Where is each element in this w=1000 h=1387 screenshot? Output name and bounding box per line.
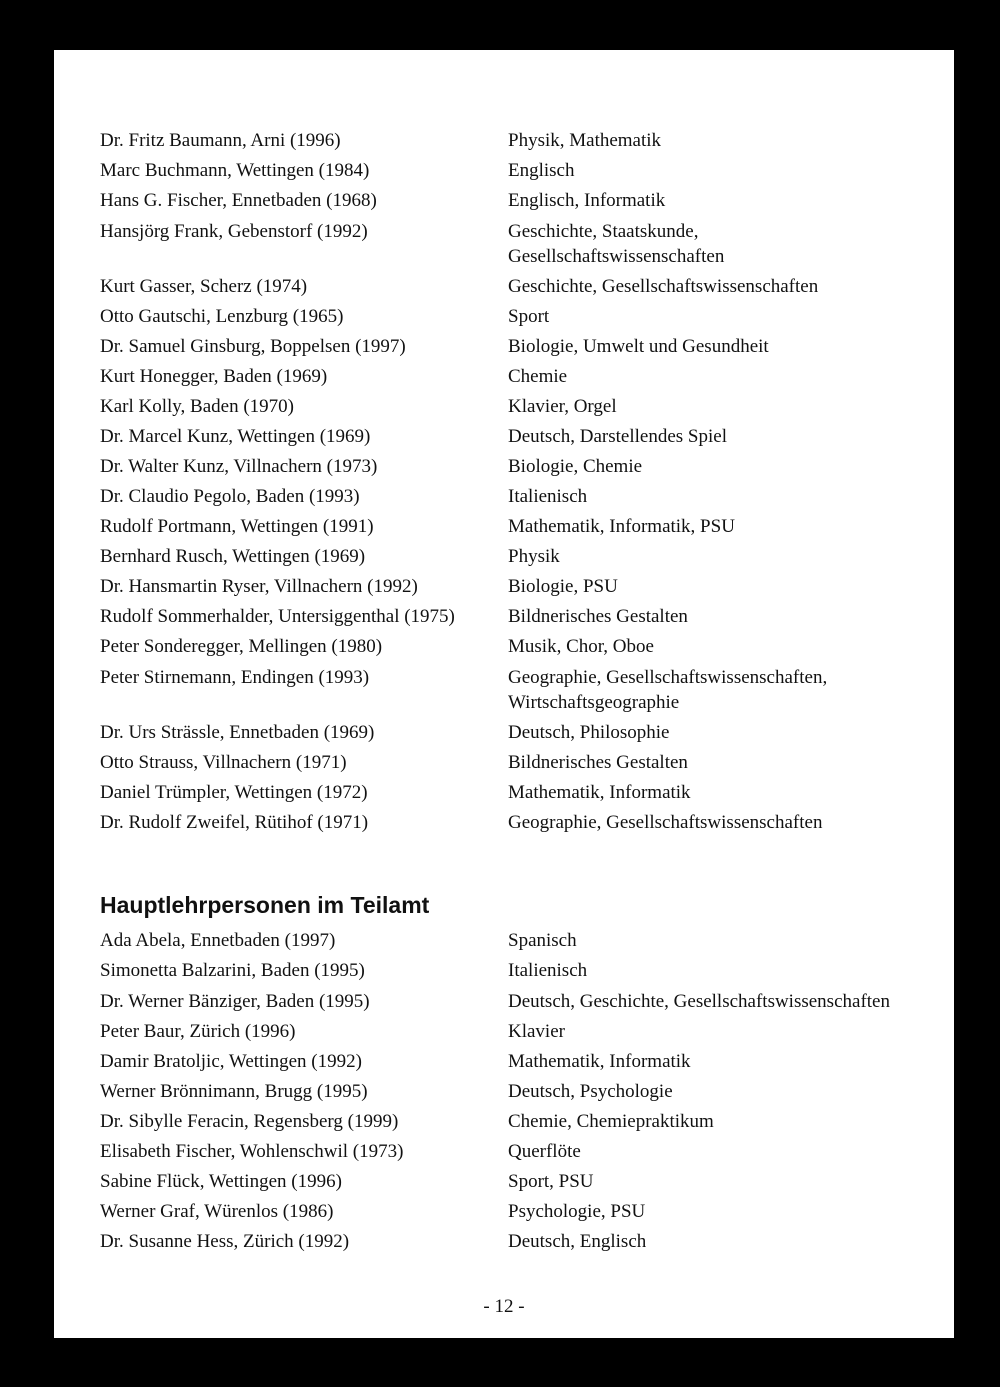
subjects: Chemie, Chemiepraktikum bbox=[508, 1111, 714, 1132]
person-name: Dr. Susanne Hess, Zürich (1992) bbox=[100, 1231, 350, 1252]
person-name: Bernhard Rusch, Wettingen (1969) bbox=[100, 546, 366, 567]
subjects: Geschichte, Staatskunde, Gesellschaftswissenschaften bbox=[508, 221, 725, 267]
person-name: Dr. Urs Strässle, Ennetbaden (1969) bbox=[100, 722, 375, 743]
document-page bbox=[54, 50, 954, 1338]
subjects: Deutsch, Darstellendes Spiel bbox=[508, 426, 727, 447]
person-name: Rudolf Sommerhalder, Untersiggenthal (1975) bbox=[100, 606, 455, 627]
list-item bbox=[100, 392, 910, 422]
list-item bbox=[100, 1047, 910, 1077]
person-name: Peter Stirnemann, Endingen (1993) bbox=[100, 667, 370, 688]
subjects: Mathematik, Informatik bbox=[508, 782, 691, 803]
person-name: Hans G. Fischer, Ennetbaden (1968) bbox=[100, 190, 377, 211]
subjects: Sport, PSU bbox=[508, 1171, 594, 1192]
list-item bbox=[100, 216, 910, 272]
list-item bbox=[100, 362, 910, 392]
person-name: Marc Buchmann, Wettingen (1984) bbox=[100, 160, 370, 181]
person-name: Dr. Marcel Kunz, Wettingen (1969) bbox=[100, 426, 371, 447]
subjects: Chemie bbox=[508, 366, 568, 387]
list-item bbox=[100, 302, 910, 332]
list-item bbox=[100, 778, 910, 808]
subjects: Bildnerisches Gestalten bbox=[508, 752, 688, 773]
subjects: Geographie, Gesellschaftswissenschaften bbox=[508, 812, 823, 833]
person-name: Dr. Hansmartin Ryser, Villnachern (1992) bbox=[100, 576, 418, 597]
list-item bbox=[100, 272, 910, 302]
list-item bbox=[100, 332, 910, 362]
subjects: Bildnerisches Gestalten bbox=[508, 606, 688, 627]
subjects: Physik, Mathematik bbox=[508, 130, 662, 151]
list-item bbox=[100, 1197, 910, 1227]
subjects: Biologie, Umwelt und Gesundheit bbox=[508, 336, 769, 357]
list-item bbox=[100, 156, 910, 186]
list-item bbox=[100, 986, 910, 1017]
person-name: Sabine Flück, Wettingen (1996) bbox=[100, 1171, 342, 1192]
subjects: Mathematik, Informatik bbox=[508, 1051, 691, 1072]
person-name: Otto Gautschi, Lenzburg (1965) bbox=[100, 306, 344, 327]
person-name: Ada Abela, Ennetbaden (1997) bbox=[100, 930, 336, 951]
person-name: Peter Sonderegger, Mellingen (1980) bbox=[100, 636, 383, 657]
person-name: Werner Graf, Würenlos (1986) bbox=[100, 1201, 334, 1222]
list-item bbox=[100, 602, 910, 632]
list-item bbox=[100, 662, 910, 718]
person-name: Werner Brönnimann, Brugg (1995) bbox=[100, 1081, 368, 1102]
person-name: Simonetta Balzarini, Baden (1995) bbox=[100, 960, 365, 981]
list-item bbox=[100, 926, 910, 956]
section-heading: Hauptlehrpersonen im Teilamt bbox=[100, 892, 430, 918]
subjects: Italienisch bbox=[508, 486, 588, 507]
person-name: Elisabeth Fischer, Wohlenschwil (1973) bbox=[100, 1141, 404, 1162]
subjects: Physik bbox=[508, 546, 560, 567]
subjects: Spanisch bbox=[508, 930, 577, 951]
list-item bbox=[100, 632, 910, 662]
list-item bbox=[100, 718, 910, 748]
subjects: Italienisch bbox=[508, 960, 588, 981]
subjects: Sport bbox=[508, 306, 550, 327]
staff-list-parttime bbox=[100, 926, 910, 1257]
subjects: Deutsch, Philosophie bbox=[508, 722, 670, 743]
list-item bbox=[100, 1107, 910, 1137]
list-item bbox=[100, 808, 910, 838]
person-name: Peter Baur, Zürich (1996) bbox=[100, 1021, 296, 1042]
list-item bbox=[100, 748, 910, 778]
person-name: Rudolf Portmann, Wettingen (1991) bbox=[100, 516, 374, 537]
staff-list-fulltime bbox=[100, 126, 910, 838]
person-name: Dr. Rudolf Zweifel, Rütihof (1971) bbox=[100, 812, 369, 833]
content bbox=[100, 126, 910, 1257]
subjects: Biologie, Chemie bbox=[508, 456, 643, 477]
subjects: Klavier, Orgel bbox=[508, 396, 617, 417]
list-item bbox=[100, 422, 910, 452]
subjects: Klavier bbox=[508, 1021, 565, 1042]
subjects: Deutsch, Englisch bbox=[508, 1231, 647, 1252]
person-name: Damir Bratoljic, Wettingen (1992) bbox=[100, 1051, 362, 1072]
person-name: Dr. Fritz Baumann, Arni (1996) bbox=[100, 130, 341, 151]
subjects: Psychologie, PSU bbox=[508, 1201, 646, 1222]
list-item bbox=[100, 1167, 910, 1197]
subjects: Mathematik, Informatik, PSU bbox=[508, 516, 735, 537]
person-name: Dr. Sibylle Feracin, Regensberg (1999) bbox=[100, 1111, 399, 1132]
subjects: Geschichte, Gesellschaftswissenschaften bbox=[508, 276, 819, 297]
subjects: Biologie, PSU bbox=[508, 576, 618, 597]
subjects: Musik, Chor, Oboe bbox=[508, 636, 654, 657]
person-name: Dr. Samuel Ginsburg, Boppelsen (1997) bbox=[100, 336, 406, 357]
list-item bbox=[100, 1017, 910, 1047]
person-name: Daniel Trümpler, Wettingen (1972) bbox=[100, 782, 368, 803]
list-item bbox=[100, 482, 910, 512]
list-item bbox=[100, 1137, 910, 1167]
person-name: Dr. Walter Kunz, Villnachern (1973) bbox=[100, 456, 378, 477]
list-item bbox=[100, 512, 910, 542]
person-name: Dr. Werner Bänziger, Baden (1995) bbox=[100, 991, 370, 1012]
list-item bbox=[100, 542, 910, 572]
list-item bbox=[100, 1227, 910, 1257]
page-number: - 12 - bbox=[483, 1296, 525, 1317]
subjects: Englisch, Informatik bbox=[508, 190, 666, 211]
person-name: Kurt Honegger, Baden (1969) bbox=[100, 366, 328, 387]
list-item bbox=[100, 186, 910, 216]
subjects: Deutsch, Psychologie bbox=[508, 1081, 673, 1102]
list-item bbox=[100, 1077, 910, 1107]
list-item bbox=[100, 452, 910, 482]
subjects: Querflöte bbox=[508, 1141, 581, 1162]
person-name: Kurt Gasser, Scherz (1974) bbox=[100, 276, 308, 297]
list-item bbox=[100, 126, 910, 156]
person-name: Otto Strauss, Villnachern (1971) bbox=[100, 752, 347, 773]
person-name: Dr. Claudio Pegolo, Baden (1993) bbox=[100, 486, 360, 507]
subjects: Englisch bbox=[508, 160, 575, 181]
person-name: Hansjörg Frank, Gebenstorf (1992) bbox=[100, 221, 368, 242]
subjects: Deutsch, Geschichte, Gesellschaftswissenschaften bbox=[508, 991, 890, 1012]
list-item bbox=[100, 572, 910, 602]
person-name: Karl Kolly, Baden (1970) bbox=[100, 396, 294, 417]
list-item bbox=[100, 956, 910, 986]
subjects: Geographie, Gesellschaftswissenschaften, Wirtschaftsgeographie bbox=[508, 667, 828, 713]
